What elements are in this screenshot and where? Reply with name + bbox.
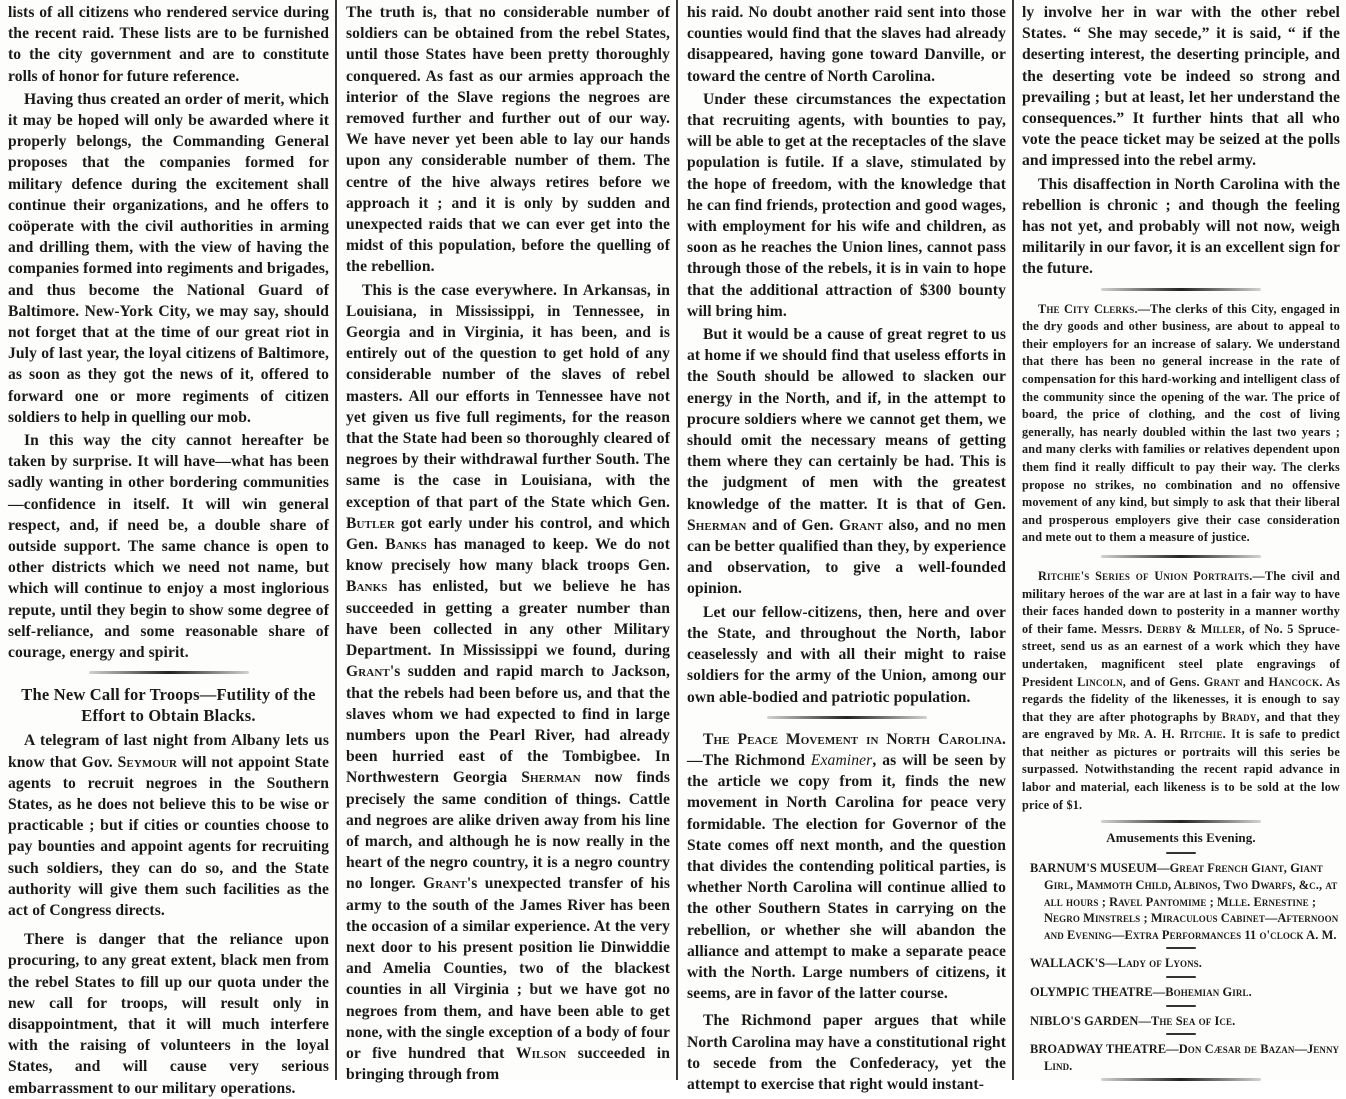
text: 's unexpected transfer of his army to the south of the James River has been the occasion of a similar experience. At the very next door to his present position lie Dinwiddie and Amelia Counties, two of the blackest counties in all Virginia ; but we have got no negroes from them, and have been able to get none, with the single exception of a body of four or five hundred that (346, 875, 670, 1062)
person-name: Grant (346, 663, 390, 681)
column-rule (335, 0, 337, 1080)
firm-name: Derby & Miller (1146, 621, 1242, 636)
paragraph (8, 730, 329, 921)
text: got early under his control, and which Gen. (346, 514, 670, 554)
section-divider (1166, 852, 1196, 854)
text: also, and no men can be better qualified than they, by experience and observation, to give a well-founded opinion. (687, 516, 1006, 598)
text: A telegram of last night from Albany lets us know that Gov. (8, 732, 329, 771)
text: 's sudden and rapid march to Jackson, that the rebels had been before us, and that the slaves whom we had expected to find in large numbers upon the Pearl River, had already been hurried east of the Tombigbee. In Northwestern Georgia (346, 663, 670, 787)
person-name: Banks (385, 536, 427, 554)
text: This is the case everywhere. In Arkansas, in Louisiana, in Mississippi, in Tennessee, in Georgia and in Virginia, it has been, and is entirely out of the question to get hold of any considerable number of the slaves of rebel masters. All our efforts in Tennessee have not yet given us five full regiments, for the reason that the State had been so thoroughly cleared of negroes by their withdrawal further South. The same is the case in Louisiana, with the exception of that part of the State which Gen. (346, 281, 670, 511)
text: , and that they are engraved by (1022, 709, 1340, 742)
program: —Bohemian Girl. (1152, 985, 1252, 1000)
paragraph: his raid. No doubt another raid sent into those counties would find that the slaves had already disappeared, having gone toward Danville, or toward the centre of North Carolina. (687, 4, 1006, 85)
section-divider (1101, 555, 1261, 558)
person-name: Sherman (521, 769, 581, 787)
venue-name: NIBLO'S GARDEN (1030, 1013, 1139, 1028)
column-4 (1014, 0, 1346, 1080)
column-rule (676, 0, 678, 1080)
paragraph: This disaffection in North Carolina with the rebellion is chronic ; and though the feeling has not yet, and probably will not now, weigh militarily in our favor, it is an excellent sign for the future. (1022, 175, 1340, 278)
amusement-listing (1022, 860, 1340, 943)
paragraph: lists of all citizens who rendered service during the recent raid. These lists are to be furnished to the city government and are to constitute rolls of honor for future reference. (8, 4, 329, 85)
headline-line-2: Effort to Obtain Blacks. (81, 706, 256, 726)
text: will not appoint State agents to recruit negroes in the Southern States, as he does not believe this to be wise or practicable ; but if cities or counties choose to pay bounties and appoint agents for recruiting such soldiers, they can do so, and the State authority will give them such facilities as the act of Congress directs. (8, 753, 329, 919)
person-name: Grant (1203, 674, 1240, 689)
text: But it would be a cause of great regret to us at home if we should find that useless efforts in the South should be allowed to slacken our energy in the North, and if, in the attempt to procure soldiers where we cannot get them, we should omit the necessary means of getting them where they can certainly be had. This is the judgment of men with the greatest knowledge of the matter. It is that of Gen. (687, 326, 1006, 513)
article-title: The Peace Movement in North Carolina. (703, 730, 1006, 748)
paragraph: The truth is, that no considerable number of soldiers can be obtained from the rebel States, until those States have been pretty thoroughly conquered. As fast as our armies approach the interior of the Slave regions the negroes are removed further and further out of our way. We have never yet been able to lay our hands upon any considerable number of them. The centre of the hive always retires before we approach it ; and it is only by sudden and unexpected raids that we can ever get into the midst of this population, before the quelling of the rebellion. (346, 4, 670, 276)
section-divider (1166, 947, 1196, 949)
person-name: Lincoln (1077, 674, 1123, 689)
section-divider (1166, 976, 1196, 978)
text: and of Gen. (746, 516, 839, 534)
amusements-heading: Amusements this Evening. (1106, 830, 1256, 846)
person-name: Sherman (687, 516, 747, 534)
person-name: Mr. A. H. Ritchie (1118, 727, 1223, 742)
section-divider (1166, 1005, 1196, 1007)
text: , and of Gens. (1122, 674, 1204, 689)
paragraph: Let our fellow-citizens, then, here and over the State, and throughout the North, labor ceaselessly and with all their might to raise soldiers for the army of the Union, among our own able-bodied and patriotic population. (687, 603, 1006, 706)
section-divider (1166, 1033, 1196, 1035)
headline-line-1: The New Call for Troops—Futility of the (21, 685, 316, 705)
text: and (1239, 674, 1269, 689)
paragraph: The Richmond paper argues that while North Carolina may have a constitutional right to secede from the Confederacy, yet the attempt to exercise that right would instant- (687, 1012, 1006, 1093)
text: has managed to keep. We do not know precisely how many black troops Gen. (346, 536, 671, 575)
person-name: Brady (1221, 709, 1257, 724)
person-name: Grant (838, 516, 883, 534)
person-name: Butler (346, 514, 395, 532)
amusement-listing (1022, 1013, 1340, 1030)
text: —The clerks of this City, engaged in the dry goods and other business, are about to appeal to their employers for an increase of salary. We understand that there has been no general increase in the rate of compensation for this hard-working and intelligent class of the community since the opening of the war. The price of board, the price of clothing, and the cost of living generally, has nearly doubled within the last two years ; and many clerks with families or relatives dependent upon them find it really difficult to pay their way. The clerks propose no strikes, no combination and no offensive movement of any kind, but simply to ask that their liberal and prosperous employers give their case consideration and mete out to them a measure of justice. (1022, 301, 1340, 545)
amusement-listing (1022, 1041, 1340, 1074)
column-1 (0, 0, 335, 1097)
venue-name: WALLACK'S (1030, 956, 1106, 971)
program: —Don Cæsar de Bazan—Jenny Lind. (1044, 1042, 1340, 1073)
text: , as will be seen by the article we copy from it, finds the new movement in North Carolina for peace very formidable. The election for Governor of the State comes off next month, and the question that divides the contending political parties, is whether North Carolina will continue allied to the other Southern States in carrying on the rebellion, or whether she will abandon the alliance and attempt to make a separate peace with the North. Large numbers of citizens, it seems, are in favor of the latter course. (687, 751, 1006, 1003)
peace-movement-article (687, 729, 1006, 1005)
text: has enlisted, but we believe he has succeeded in getting a greater number than have been collected in any other Military Department. In Mississippi we found, during (346, 578, 670, 660)
newspaper-name: Examiner (810, 751, 873, 769)
paragraph (687, 324, 1006, 600)
paragraph: In this way the city cannot hereafter be taken by surprise. It will have—what has been sadly wanting in other bordering communities—confidence in itself. It will win general respect, and, if need be, a double share of outside support. The same chance is open to other districts which we need not name, but which will continue to enjoy a most inglorious repute, until they begin to show some degree of self-reliance, and some reasonable share of courage, energy and spirit. (8, 432, 329, 662)
amusement-listing (1022, 955, 1340, 972)
article-headline (8, 684, 329, 726)
program: —Lady of Lyons. (1105, 956, 1202, 971)
article-title: The City Clerks. (1038, 301, 1138, 316)
program: —The Sea of Ice. (1138, 1013, 1236, 1028)
amusement-listing (1022, 984, 1340, 1001)
venue-name: BROADWAY THEATRE (1030, 1042, 1167, 1057)
column-2 (338, 0, 676, 1084)
text: —The Richmond (687, 751, 811, 769)
text: . It is safe to predict that neither as pictures or portraits will this series be surpassed. Notwithstanding the recent rapid advance in labor and material, each likeness is to be sold at the low price of $1. (1022, 727, 1340, 812)
person-name: Seymour (117, 753, 178, 771)
section-divider (767, 716, 927, 719)
paragraph: Under these circumstances the expectation that recruiting agents, with bounties to pay, will be able to get at the receptacles of the slave population is futile. If a slave, stimulated by the hope of freedom, with the knowledge that he can find friends, protection and good wages, with employment for his wife and children, as soon as he reaches the Union lines, cannot pass through those of the rebels, it is in vain to hope that the additional attraction of $300 bounty will bring him. (687, 90, 1006, 320)
text: —The civil and military heroes of the war are at last in a fair way to have their faces handed down to posterity in a manner worthy of their fame. Messrs. (1022, 568, 1340, 636)
article-title: Ritchie's Series of Union Portraits. (1038, 568, 1253, 583)
person-name: Wilson (515, 1044, 567, 1062)
paragraph: There is danger that the reliance upon procuring, to any great extent, black men from the rebel States to fill up our quota under the new call for troops, will result only in disappointment, that it will much interfere with the raising of volunteers in the loyal States, and will cause very serious embarrassment to our military operations. (8, 931, 329, 1097)
section-divider (1101, 288, 1261, 291)
text: , of No. 5 Spruce-street, send us as an earnest of a work which they have undertaken, magnificent steel plate engravings of President (1022, 621, 1340, 689)
person-name: Hancock (1268, 674, 1320, 689)
section-divider (89, 671, 249, 674)
text: now finds precisely the same condition of things. Cattle and negroes are alike driven away from his line of march, and although he is now really in the heart of the negro country, it is a negro country no longer. (346, 769, 670, 893)
program: —Great French Giant, Giant Girl, Mammoth Child, Albinos, Two Dwarfs, &c., at all hours ; Ravel Pantomime ; Mlle. Ernestine ; Negro Minstrels ; Miraculous Cabinet—Afternoon and Evening—Extra Performances 11 o'clock A. M. (1044, 861, 1339, 942)
column-3 (679, 0, 1012, 1093)
text: . As regards the fidelity of the likenesses, it is enough to say that they are after photographs by (1022, 674, 1341, 724)
paragraph: ly involve her in war with the other rebel States. “ She may secede,” it is said, “ if the deserting interest, the deserting principle, and the deserting vote be indeed so strong and prevailing ; but at least, let her understand the consequences.” It further hints that all who vote the peace ticket may be seized at the polls and impressed into the rebel army. (1022, 4, 1340, 170)
person-name: Grant (423, 875, 467, 893)
venue-name: BARNUM'S MUSEUM (1030, 861, 1158, 876)
section-divider (1101, 820, 1261, 823)
venue-name: OLYMPIC THEATRE (1030, 985, 1153, 1000)
text: succeeded in bringing through from (346, 1044, 671, 1084)
paragraph: Having thus created an order of merit, which it may be hoped will only be awarded where it properly belongs, the Commanding General proposes that the companies formed for military defence during the excitement shall continue their organizations, and he offers to coöperate with the civil authorities in arming and drilling them, with the view of having the companies formed into regiments and brigades, and thus become the National Guard of Baltimore. New-York City, we may say, should not forget that at the time of our great riot in July of last year, the loyal citizens of Baltimore, as soon as they got the news of it, offered to forward one or more regiments of citizen soldiers to help in quelling our mob. (8, 90, 329, 426)
person-name: Banks (346, 578, 388, 596)
city-clerks-article (1022, 301, 1340, 547)
paragraph (346, 280, 670, 1086)
ritchie-portraits-article (1022, 568, 1340, 814)
